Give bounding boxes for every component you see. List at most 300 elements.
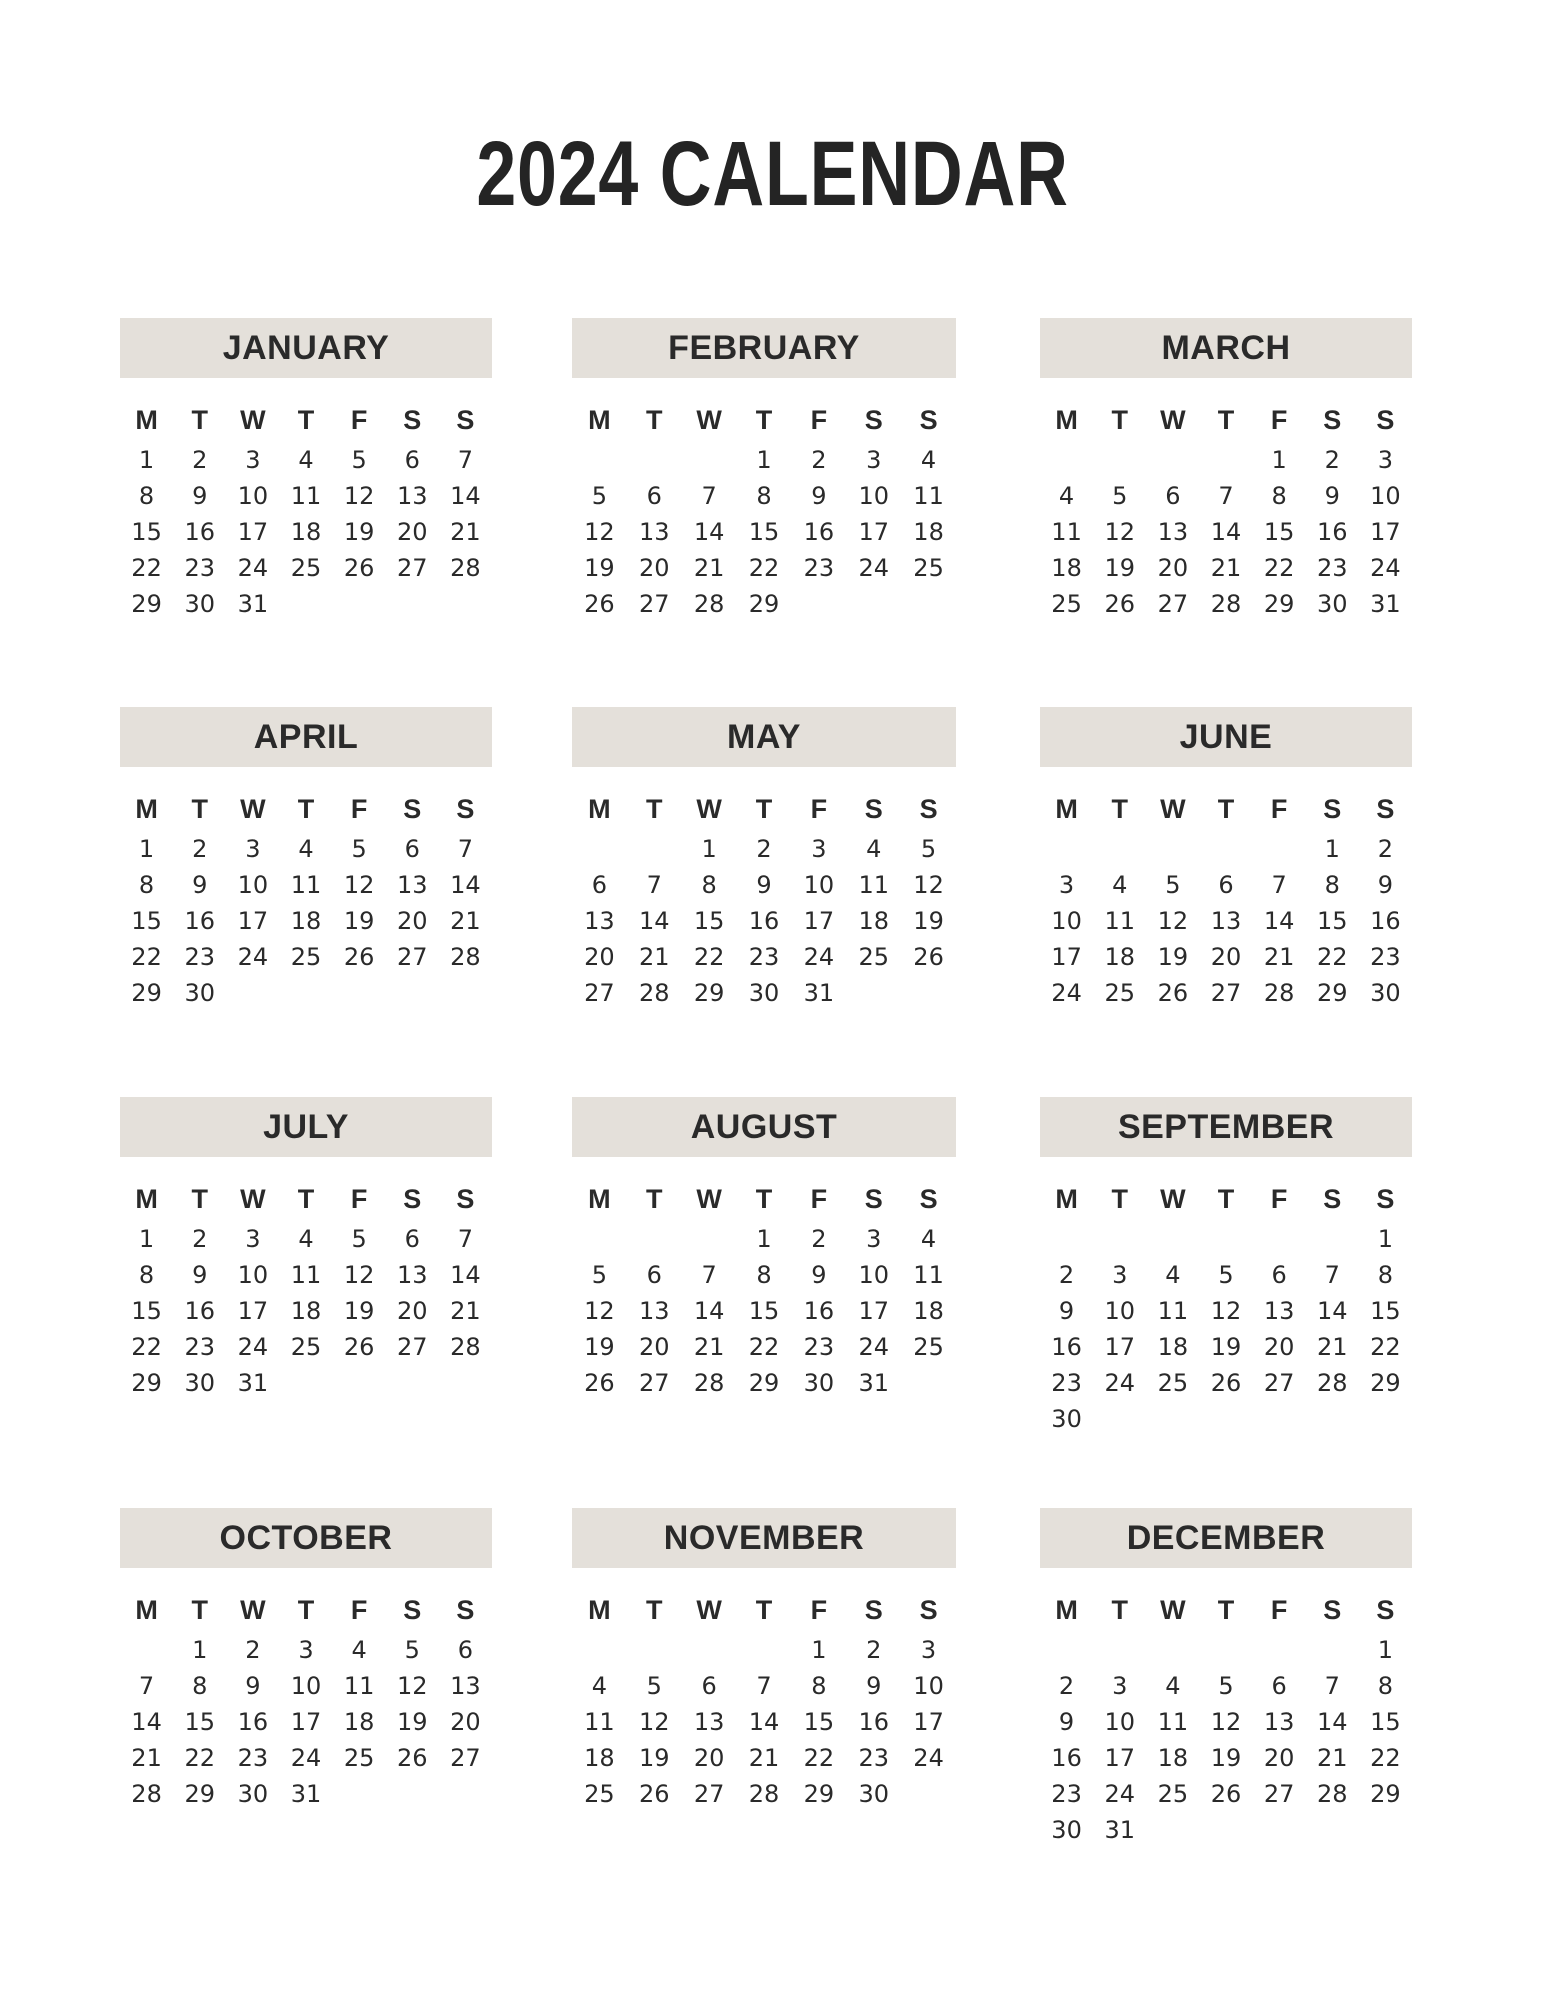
day-cell: 23	[858, 1744, 889, 1772]
day-cell: 17	[237, 1297, 269, 1325]
day-cell: 30	[237, 1780, 269, 1808]
empty-cell	[627, 1632, 682, 1668]
day-cell: 20	[639, 554, 670, 582]
empty-cell	[1146, 831, 1199, 867]
day-cell: 8	[1324, 871, 1340, 899]
weekday-label: T	[1111, 1184, 1128, 1214]
day-cell: 28	[131, 1780, 162, 1808]
month-march	[1040, 318, 1412, 622]
weekday-label: M	[1055, 405, 1078, 435]
day-cell: 6	[457, 1636, 474, 1664]
month-may	[572, 707, 956, 1011]
day-cell: 30	[184, 979, 215, 1007]
day-cell: 8	[756, 1261, 772, 1289]
day-cell: 19	[584, 554, 615, 582]
month-name: APRIL	[253, 717, 359, 756]
day-cell: 8	[811, 1672, 827, 1700]
day-cell: 11	[1051, 518, 1082, 546]
empty-cell	[627, 1221, 682, 1257]
day-cell: 30	[1051, 1816, 1082, 1844]
weekday-label: S	[1376, 794, 1395, 824]
day-cell: 20	[450, 1708, 481, 1736]
day-cell: 30	[1051, 1405, 1082, 1433]
day-cell: 18	[584, 1744, 615, 1772]
weekday-label: S	[1376, 1595, 1395, 1625]
month-days-grid	[1040, 787, 1412, 1011]
day-cell: 15	[131, 907, 162, 935]
day-cell: 21	[450, 907, 481, 935]
day-cell: 12	[639, 1708, 670, 1736]
day-cell: 14	[693, 518, 725, 546]
day-cell: 6	[404, 446, 420, 474]
day-cell: 10	[1370, 482, 1401, 510]
day-cell: 26	[1210, 1780, 1242, 1808]
day-cell: 10	[803, 871, 835, 899]
day-cell: 4	[298, 1225, 314, 1253]
day-cell: 14	[1317, 1297, 1348, 1325]
day-cell: 3	[1377, 446, 1394, 474]
day-cell: 3	[245, 835, 261, 863]
day-cell: 22	[1370, 1744, 1401, 1772]
day-cell: 1	[811, 1636, 827, 1664]
day-cell: 5	[1218, 1672, 1234, 1700]
day-cell: 26	[584, 1369, 615, 1397]
day-cell: 25	[290, 1333, 322, 1361]
day-cell: 30	[1370, 979, 1401, 1007]
day-cell: 9	[1377, 871, 1394, 899]
day-cell: 16	[748, 907, 780, 935]
day-cell: 24	[803, 943, 835, 971]
day-cell: 12	[1210, 1708, 1242, 1736]
day-cell: 1	[138, 835, 155, 863]
month-june	[1040, 707, 1412, 1011]
month-header	[1040, 1097, 1412, 1157]
day-cell: 24	[1104, 1780, 1135, 1808]
day-cell: 10	[913, 1672, 944, 1700]
day-cell: 11	[290, 871, 322, 899]
day-cell: 20	[397, 1297, 428, 1325]
weekday-label: S	[864, 405, 883, 435]
day-cell: 19	[1210, 1333, 1242, 1361]
day-cell: 17	[1370, 518, 1401, 546]
month-header	[120, 1508, 492, 1568]
day-cell: 11	[343, 1672, 375, 1700]
day-cell: 15	[1370, 1297, 1401, 1325]
empty-cell	[682, 1221, 737, 1257]
day-cell: 11	[290, 1261, 322, 1289]
day-cell: 5	[1165, 871, 1181, 899]
empty-cell	[627, 442, 682, 478]
day-cell: 29	[803, 1780, 835, 1808]
day-cell: 13	[584, 907, 615, 935]
weekday-label: W	[1160, 1595, 1186, 1625]
day-cell: 26	[584, 590, 615, 618]
day-cell: 30	[184, 590, 215, 618]
weekday-label: F	[350, 1595, 368, 1625]
day-cell: 17	[1051, 943, 1082, 971]
day-cell: 10	[290, 1672, 322, 1700]
empty-cell	[1199, 831, 1252, 867]
weekday-label: T	[297, 1184, 315, 1214]
day-cell: 3	[245, 1225, 261, 1253]
day-cell: 4	[298, 446, 314, 474]
day-cell: 28	[1263, 979, 1295, 1007]
day-cell: 22	[803, 1744, 835, 1772]
day-cell: 16	[1370, 907, 1401, 935]
weekday-label: W	[696, 794, 722, 824]
day-cell: 9	[1324, 482, 1340, 510]
month-december	[1040, 1508, 1412, 1848]
day-cell: 2	[245, 1636, 261, 1664]
day-cell: 16	[803, 518, 835, 546]
day-cell: 23	[803, 554, 835, 582]
day-cell: 20	[397, 518, 428, 546]
weekday-label: M	[588, 1184, 611, 1214]
empty-cell	[572, 442, 627, 478]
day-cell: 28	[1210, 590, 1242, 618]
day-cell: 23	[1051, 1369, 1082, 1397]
day-cell: 11	[1104, 907, 1135, 935]
weekday-label: F	[810, 405, 828, 435]
day-cell: 18	[913, 1297, 944, 1325]
month-name: FEBRUARY	[668, 328, 860, 367]
day-cell: 17	[1104, 1744, 1135, 1772]
day-cell: 9	[245, 1672, 261, 1700]
day-cell: 21	[450, 518, 481, 546]
day-cell: 21	[693, 1333, 725, 1361]
weekday-label: M	[135, 405, 158, 435]
day-cell: 18	[343, 1708, 375, 1736]
day-cell: 28	[450, 1333, 481, 1361]
month-august	[572, 1097, 956, 1401]
day-cell: 21	[1317, 1333, 1348, 1361]
day-cell: 14	[639, 907, 670, 935]
day-cell: 21	[1317, 1744, 1348, 1772]
day-cell: 16	[858, 1708, 889, 1736]
month-header	[572, 707, 956, 767]
weekday-label: M	[135, 1595, 158, 1625]
day-cell: 16	[184, 518, 215, 546]
weekday-label: F	[1270, 1184, 1288, 1214]
day-cell: 16	[1051, 1744, 1082, 1772]
empty-cell	[1146, 1632, 1199, 1668]
day-cell: 23	[803, 1333, 835, 1361]
empty-cell	[572, 1632, 627, 1668]
weekday-label: W	[240, 1595, 266, 1625]
month-header	[572, 1097, 956, 1157]
weekday-label: F	[350, 405, 368, 435]
day-cell: 5	[1218, 1261, 1234, 1289]
day-cell: 31	[290, 1780, 322, 1808]
day-cell: 19	[1210, 1744, 1242, 1772]
weekday-label: S	[919, 794, 938, 824]
day-cell: 16	[1317, 518, 1348, 546]
day-cell: 19	[1157, 943, 1189, 971]
weekday-label: W	[1160, 1184, 1186, 1214]
day-cell: 26	[343, 943, 375, 971]
day-cell: 13	[397, 1261, 428, 1289]
day-cell: 12	[397, 1672, 428, 1700]
day-cell: 9	[192, 1261, 208, 1289]
day-cell: 4	[591, 1672, 608, 1700]
day-cell: 29	[748, 590, 780, 618]
day-cell: 19	[397, 1708, 428, 1736]
empty-cell	[1040, 1632, 1093, 1668]
day-cell: 19	[343, 518, 375, 546]
day-cell: 7	[457, 1225, 474, 1253]
day-cell: 11	[913, 1261, 944, 1289]
day-cell: 13	[1157, 518, 1189, 546]
day-cell: 26	[343, 1333, 375, 1361]
day-cell: 23	[237, 1744, 269, 1772]
month-header	[572, 318, 956, 378]
day-cell: 17	[858, 518, 889, 546]
day-cell: 3	[866, 1225, 882, 1253]
day-cell: 11	[1157, 1297, 1189, 1325]
weekday-label: S	[403, 1184, 422, 1214]
day-cell: 4	[1058, 482, 1075, 510]
day-cell: 17	[290, 1708, 322, 1736]
weekday-label: W	[240, 405, 266, 435]
month-february	[572, 318, 956, 622]
weekday-label: T	[646, 405, 663, 435]
day-cell: 22	[1370, 1333, 1401, 1361]
day-cell: 1	[1377, 1636, 1394, 1664]
day-cell: 13	[639, 1297, 670, 1325]
day-cell: 22	[748, 1333, 780, 1361]
weekday-label: M	[588, 405, 611, 435]
day-cell: 4	[1165, 1672, 1181, 1700]
day-cell: 27	[397, 554, 428, 582]
weekday-label: T	[755, 1595, 773, 1625]
day-cell: 5	[646, 1672, 662, 1700]
weekday-label: F	[350, 794, 368, 824]
month-name: MAY	[727, 717, 801, 756]
day-cell: 6	[646, 1261, 662, 1289]
day-cell: 28	[693, 1369, 725, 1397]
weekday-label: S	[864, 1184, 883, 1214]
day-cell: 16	[1051, 1333, 1082, 1361]
day-cell: 2	[1377, 835, 1394, 863]
month-january	[120, 318, 492, 622]
day-cell: 24	[237, 554, 269, 582]
day-cell: 17	[237, 518, 269, 546]
day-cell: 25	[343, 1744, 375, 1772]
empty-cell	[1093, 831, 1146, 867]
day-cell: 9	[1058, 1297, 1075, 1325]
day-cell: 31	[1370, 590, 1401, 618]
weekday-label: W	[696, 405, 722, 435]
weekday-label: W	[696, 1595, 722, 1625]
day-cell: 25	[913, 554, 944, 582]
day-cell: 26	[1157, 979, 1189, 1007]
day-cell: 13	[450, 1672, 481, 1700]
day-cell: 15	[131, 518, 162, 546]
day-cell: 9	[1058, 1708, 1075, 1736]
day-cell: 7	[1324, 1672, 1340, 1700]
month-days-grid	[120, 398, 492, 622]
day-cell: 28	[1317, 1369, 1348, 1397]
day-cell: 18	[1157, 1333, 1189, 1361]
month-name: SEPTEMBER	[1117, 1107, 1335, 1146]
day-cell: 22	[1263, 554, 1295, 582]
day-cell: 2	[756, 835, 772, 863]
day-cell: 8	[756, 482, 772, 510]
weekday-label: T	[755, 1184, 773, 1214]
day-cell: 20	[1263, 1744, 1295, 1772]
day-cell: 3	[1112, 1261, 1128, 1289]
month-days-grid	[572, 1588, 956, 1812]
day-cell: 7	[457, 446, 474, 474]
day-cell: 2	[811, 446, 827, 474]
month-days-grid	[120, 1177, 492, 1401]
day-cell: 6	[646, 482, 662, 510]
weekday-label: T	[191, 1595, 208, 1625]
day-cell: 27	[639, 1369, 670, 1397]
day-cell: 15	[1370, 1708, 1401, 1736]
day-cell: 31	[237, 590, 269, 618]
weekday-label: S	[456, 1595, 475, 1625]
day-cell: 26	[1210, 1369, 1242, 1397]
month-days-grid	[1040, 1588, 1412, 1848]
day-cell: 31	[803, 979, 835, 1007]
weekday-label: F	[350, 1184, 368, 1214]
weekday-label: S	[1323, 1184, 1342, 1214]
day-cell: 23	[1370, 943, 1401, 971]
day-cell: 8	[138, 1261, 155, 1289]
weekday-label: S	[456, 794, 475, 824]
day-cell: 24	[1104, 1369, 1135, 1397]
day-cell: 14	[450, 871, 481, 899]
weekday-label: W	[240, 794, 266, 824]
empty-cell	[1040, 442, 1093, 478]
day-cell: 20	[639, 1333, 670, 1361]
weekday-label: S	[403, 794, 422, 824]
day-cell: 8	[138, 871, 155, 899]
day-cell: 2	[866, 1636, 882, 1664]
day-cell: 15	[1263, 518, 1295, 546]
day-cell: 1	[756, 446, 772, 474]
day-cell: 27	[1263, 1369, 1295, 1397]
weekday-label: T	[297, 405, 315, 435]
day-cell: 30	[1317, 590, 1348, 618]
day-cell: 3	[1112, 1672, 1128, 1700]
day-cell: 13	[397, 482, 428, 510]
month-header	[120, 707, 492, 767]
day-cell: 2	[192, 1225, 208, 1253]
month-header	[1040, 318, 1412, 378]
empty-cell	[627, 831, 682, 867]
day-cell: 5	[1112, 482, 1128, 510]
day-cell: 18	[1104, 943, 1135, 971]
empty-cell	[682, 442, 737, 478]
day-cell: 2	[192, 446, 208, 474]
weekday-label: M	[135, 1184, 158, 1214]
day-cell: 8	[1377, 1261, 1394, 1289]
day-cell: 9	[192, 871, 208, 899]
day-cell: 11	[913, 482, 944, 510]
day-cell: 10	[1051, 907, 1082, 935]
weekday-label: W	[696, 1184, 722, 1214]
day-cell: 9	[811, 482, 827, 510]
day-cell: 17	[913, 1708, 944, 1736]
day-cell: 19	[584, 1333, 615, 1361]
day-cell: 21	[450, 1297, 481, 1325]
month-name: AUGUST	[690, 1107, 838, 1146]
empty-cell	[1306, 1221, 1359, 1257]
day-cell: 24	[237, 1333, 269, 1361]
day-cell: 15	[1317, 907, 1348, 935]
day-cell: 7	[701, 1261, 717, 1289]
weekday-label: S	[403, 405, 422, 435]
day-cell: 18	[290, 907, 322, 935]
day-cell: 27	[1263, 1780, 1295, 1808]
empty-cell	[1040, 1221, 1093, 1257]
day-cell: 7	[756, 1672, 772, 1700]
day-cell: 19	[1104, 554, 1135, 582]
day-cell: 12	[913, 871, 944, 899]
weekday-label: W	[240, 1184, 266, 1214]
day-cell: 22	[693, 943, 725, 971]
empty-cell	[682, 1632, 737, 1668]
empty-cell	[1253, 1632, 1306, 1668]
day-cell: 7	[701, 482, 717, 510]
day-cell: 21	[693, 554, 725, 582]
weekday-label: M	[1055, 1184, 1078, 1214]
empty-cell	[572, 1221, 627, 1257]
day-cell: 14	[1317, 1708, 1348, 1736]
day-cell: 24	[858, 1333, 889, 1361]
weekday-label: S	[919, 1595, 938, 1625]
day-cell: 30	[748, 979, 780, 1007]
month-days-grid	[572, 398, 956, 622]
day-cell: 21	[1263, 943, 1295, 971]
month-days-grid	[572, 1177, 956, 1401]
weekday-label: F	[810, 1595, 828, 1625]
day-cell: 4	[1165, 1261, 1181, 1289]
weekday-label: T	[1217, 1184, 1235, 1214]
day-cell: 1	[756, 1225, 772, 1253]
day-cell: 14	[450, 482, 481, 510]
day-cell: 21	[639, 943, 670, 971]
month-name: OCTOBER	[219, 1518, 393, 1557]
weekday-label: W	[1160, 405, 1186, 435]
day-cell: 15	[184, 1708, 215, 1736]
day-cell: 12	[584, 1297, 615, 1325]
day-cell: 17	[1104, 1333, 1135, 1361]
day-cell: 29	[1317, 979, 1348, 1007]
day-cell: 5	[920, 835, 937, 863]
day-cell: 12	[1104, 518, 1135, 546]
day-cell: 22	[131, 943, 162, 971]
day-cell: 9	[811, 1261, 827, 1289]
day-cell: 24	[1051, 979, 1082, 1007]
day-cell: 25	[913, 1333, 944, 1361]
day-cell: 1	[1377, 1225, 1394, 1253]
weekday-label: W	[1160, 794, 1186, 824]
empty-cell	[1040, 831, 1093, 867]
day-cell: 6	[701, 1672, 717, 1700]
day-cell: 26	[639, 1780, 670, 1808]
day-cell: 7	[138, 1672, 155, 1700]
day-cell: 15	[693, 907, 725, 935]
day-cell: 27	[397, 943, 428, 971]
month-name: JANUARY	[222, 328, 390, 367]
day-cell: 10	[858, 1261, 889, 1289]
day-cell: 12	[343, 482, 375, 510]
day-cell: 13	[693, 1708, 725, 1736]
day-cell: 29	[131, 590, 162, 618]
